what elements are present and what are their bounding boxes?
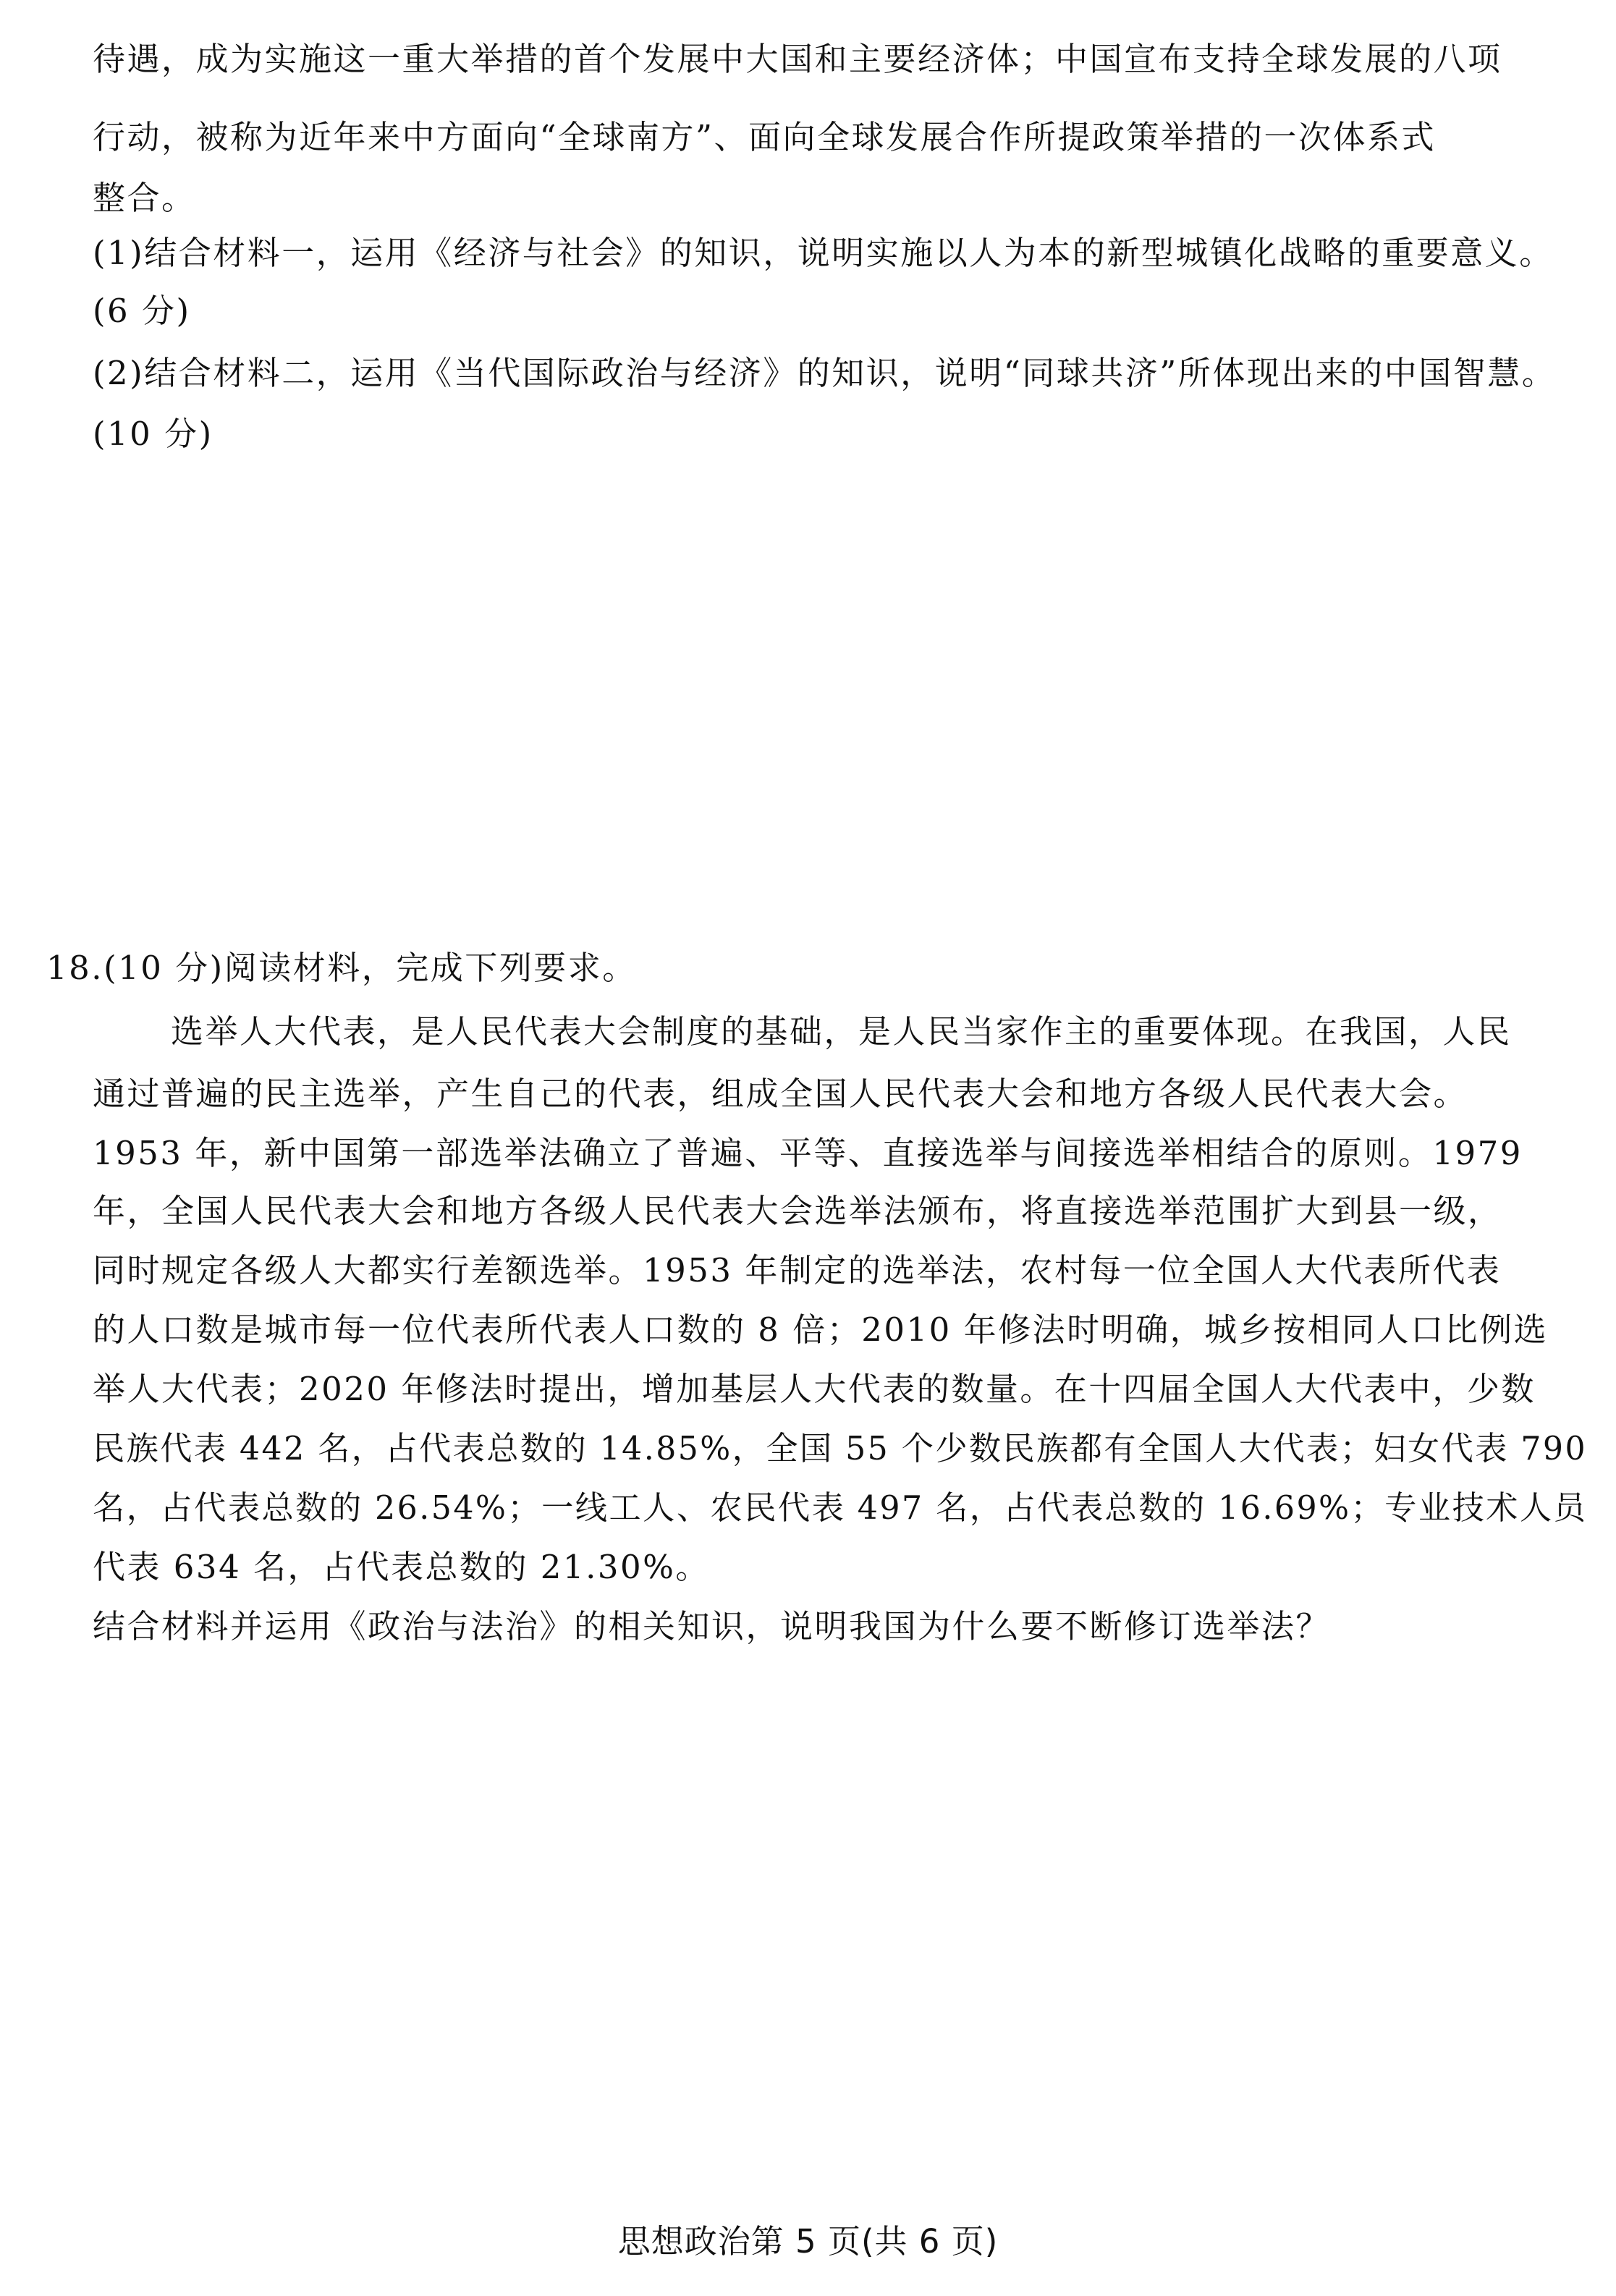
q17-sub2: (2)结合材料二，运用《当代国际政治与经济》的知识，说明“同球共济”所体现出来的中国智慧。 bbox=[93, 354, 1557, 392]
q18-heading: 18.(10 分)阅读材料，完成下列要求。 bbox=[46, 949, 637, 987]
q18-para-line-7: 举人大代表；2020 年修法时提出，增加基层人大代表的数量。在十四届全国人大代表中，少数 bbox=[93, 1370, 1536, 1408]
material-line-1: 待遇，成为实施这一重大举措的首个发展中大国和主要经济体；中国宣布支持全球发展的八项 bbox=[93, 40, 1502, 78]
material-line-3: 整合。 bbox=[93, 179, 196, 217]
q18-para-line-9: 名，占代表总数的 26.54%；一线工人、农民代表 497 名，占代表总数的 16.69%；专业技术人员 bbox=[93, 1488, 1588, 1527]
q17-sub1-score: (6 分) bbox=[93, 292, 191, 330]
q18-para-line-4: 年，全国人民代表大会和地方各级人民代表大会选举法颁布，将直接选举范围扩大到县一级， bbox=[93, 1192, 1502, 1230]
material-line-2: 行动，被称为近年来中方面向“全球南方”、面向全球发展合作所提政策举措的一次体系式 bbox=[93, 118, 1437, 156]
page-footer: 思想政治第 5 页(共 6 页) bbox=[617, 2222, 999, 2261]
q18-question: 结合材料并运用《政治与法治》的相关知识，说明我国为什么要不断修订选举法？ bbox=[93, 1607, 1331, 1645]
q18-para-line-10: 代表 634 名，占代表总数的 21.30%。 bbox=[93, 1548, 710, 1586]
q18-para-line-3: 1953 年，新中国第一部选举法确立了普遍、平等、直接选举与间接选举相结合的原则。1979 bbox=[93, 1134, 1523, 1172]
q17-sub1: (1)结合材料一，运用《经济与社会》的知识，说明实施以人为本的新型城镇化战略的重要意义。 bbox=[93, 234, 1554, 272]
q18-para-line-8: 民族代表 442 名，占代表总数的 14.85%，全国 55 个少数民族都有全国人大代表；妇女代表 790 bbox=[93, 1429, 1588, 1467]
q18-para-line-2: 通过普遍的民主选举，产生自己的代表，组成全国人民代表大会和地方各级人民代表大会。 bbox=[93, 1075, 1468, 1113]
q17-sub2-score: (10 分) bbox=[93, 415, 213, 453]
q18-para-line-5: 同时规定各级人大都实行差额选举。1953 年制定的选举法，农村每一位全国人大代表所代表 bbox=[93, 1251, 1502, 1289]
q18-para-line-1: 选举人大代表，是人民代表大会制度的基础，是人民当家作主的重要体现。在我国，人民 bbox=[171, 1012, 1512, 1051]
q18-para-line-6: 的人口数是城市每一位代表所代表人口数的 8 倍；2010 年修法时明确，城乡按相同人口比例选 bbox=[93, 1310, 1549, 1349]
